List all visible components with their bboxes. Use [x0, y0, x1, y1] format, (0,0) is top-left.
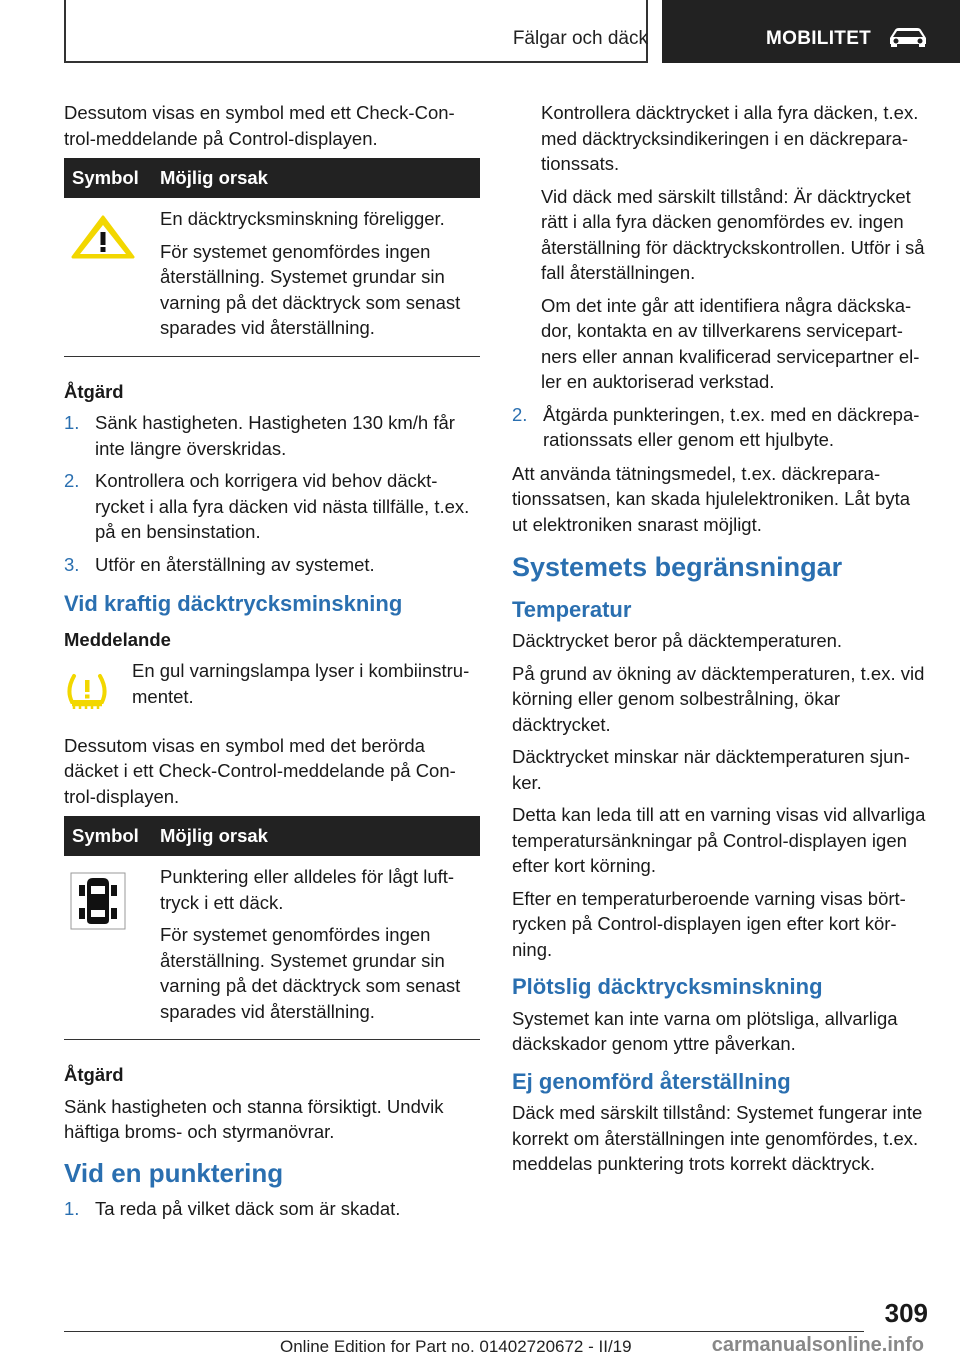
paragraph: Om det inte går att identifiera några däckska-dor, kontakta en av tillverkarens servicepart-ners eller annan kvalificerad servicepartner el-ler en auktoriserad verkstad. — [541, 294, 920, 392]
cause-text: För systemet genomfördes ingen återställning. Systemet grundar sin varning på det däcktryck som senast sparades vid återställning. — [160, 924, 461, 1022]
watermark: carmanualsonline.info — [711, 1334, 924, 1356]
table-header-cause: Möjlig orsak — [152, 158, 480, 198]
tire-pressure-warning-icon — [64, 672, 110, 712]
header-chapter-box — [662, 0, 960, 63]
car-icon — [886, 26, 930, 48]
action-heading: Åtgärd — [64, 380, 124, 402]
puncture-steps — [64, 1196, 480, 1222]
table-header-symbol: Symbol — [64, 816, 152, 856]
paragraph: Systemet kan inte varna om plötsliga, allvarliga däckskador genom yttre påverkan. — [512, 1007, 898, 1054]
left-column — [64, 100, 480, 1230]
table-row — [64, 198, 480, 356]
cause-text: För systemet genomfördes ingen återställning. Systemet grundar sin varning på det däcktryck som senast sparades vid återställning. — [160, 240, 461, 338]
paragraph: På grund av ökning av däcktemperaturen, t.ex. vid körning eller genom solbestrålning, ökar däcktrycket. — [512, 662, 925, 735]
table-header-cause: Möjlig orsak — [152, 816, 480, 856]
step-continuation — [541, 100, 930, 395]
action-text: Sänk hastigheten och stanna försiktigt. Undvik häftiga broms- och styrmanövrar. — [64, 1095, 444, 1142]
cause-text: Punktering eller alldeles för lågt luft-tryck i ett däck. — [160, 866, 455, 913]
paragraph: Däcktrycket beror på däcktemperaturen. — [512, 630, 843, 651]
list-item: 1. Sänk hastigheten. Hastigheten 130 km/h får inte längre överskridas. — [64, 412, 455, 459]
subheading-no-reset: Ej genomförd återställning — [512, 1068, 791, 1094]
paragraph: Vid däck med särskilt tillstånd: Är däcktrycket rätt i alla fyra däcken genomfördes ev. ingen återställning för däcktryckskontrollen. Utför i så fall återställningen. — [541, 185, 925, 283]
paragraph: Detta kan leda till att en varning visas vid allvarliga temperatursänkningar på Control-displayen igen efter kort körning. — [512, 804, 926, 876]
warning-triangle-icon — [70, 214, 136, 260]
intro-paragraph: Dessutom visas en symbol med ett Check-Con-trol-meddelande på Control-displayen. — [64, 102, 455, 149]
paragraph: Att använda tätningsmedel, t.ex. däckrepara-tionssatsen, kan skada hjulelektroniken. Låt byta ut elektroniken snarast möjligt. — [512, 462, 910, 535]
action-steps — [64, 410, 480, 577]
header-section-title: Fälgar och däck — [512, 28, 648, 49]
subheading-temperature: Temperatur — [512, 596, 632, 622]
message-text: En gul varningslampa lyser i kombiinstru-mentet. — [132, 660, 470, 707]
paragraph: Däck med särskilt tillstånd: Systemet fungerar inte korrekt om återställningen inte genomfördes, t.ex. meddelas punktering trots korrekt däcktryck. — [512, 1102, 923, 1174]
header-chapter-label: MOBILITET — [766, 28, 872, 49]
section-heading-severe: Vid kraftig däcktrycksminskning — [64, 591, 403, 616]
message-heading: Meddelande — [64, 628, 171, 650]
intro-paragraph: Dessutom visas en symbol med det berörda däcket i ett Check-Control-meddelande på Con-trol-displayen. — [64, 734, 456, 807]
section-heading-limits: Systemets begränsningar — [512, 552, 843, 582]
table-header-symbol: Symbol — [64, 158, 152, 198]
message-row — [64, 658, 480, 719]
paragraph: Däcktrycket minskar när däcktemperaturen sjun-ker. — [512, 746, 910, 793]
footer-divider — [64, 1331, 864, 1332]
section-heading-puncture: Vid en punktering — [64, 1157, 284, 1188]
list-item: 2. Kontrollera och korrigera vid behov däckt-rycket i alla fyra däcken vid nästa tillfälle, t.ex. på en bensinstation. — [64, 470, 470, 542]
table-row — [64, 856, 480, 1040]
symbol-table — [64, 816, 480, 1040]
puncture-steps — [512, 402, 930, 453]
footer-text: Online Edition for Part no. 01402720672 - II/19 — [280, 1337, 632, 1356]
list-item: 1. Ta reda på vilket däck som är skadat. — [64, 1198, 401, 1219]
action-heading: Åtgärd — [64, 1064, 124, 1085]
page-number: 309 — [884, 1298, 928, 1328]
subheading-sudden: Plötslig däcktrycksminskning — [512, 974, 823, 999]
list-item: 2. Åtgärda punkteringen, t.ex. med en däckrepa-rationssats eller genom ett hjulbyte. — [512, 403, 920, 450]
cause-text: En däcktrycksminskning föreligger. — [160, 208, 445, 229]
right-column — [512, 100, 930, 1184]
list-item: 3. Utför en återställning av systemet. — [64, 553, 375, 575]
paragraph: Efter en temperaturberoende varning visas bört-rycken på Control-displayen igen efter kort kör-ning. — [512, 887, 906, 960]
paragraph: Kontrollera däcktrycket i alla fyra däcken, t.ex. med däcktrycksindikeringen i en däckrepara-tionssats. — [541, 102, 919, 174]
car-tire-position-icon — [70, 872, 126, 930]
symbol-table — [64, 158, 480, 357]
